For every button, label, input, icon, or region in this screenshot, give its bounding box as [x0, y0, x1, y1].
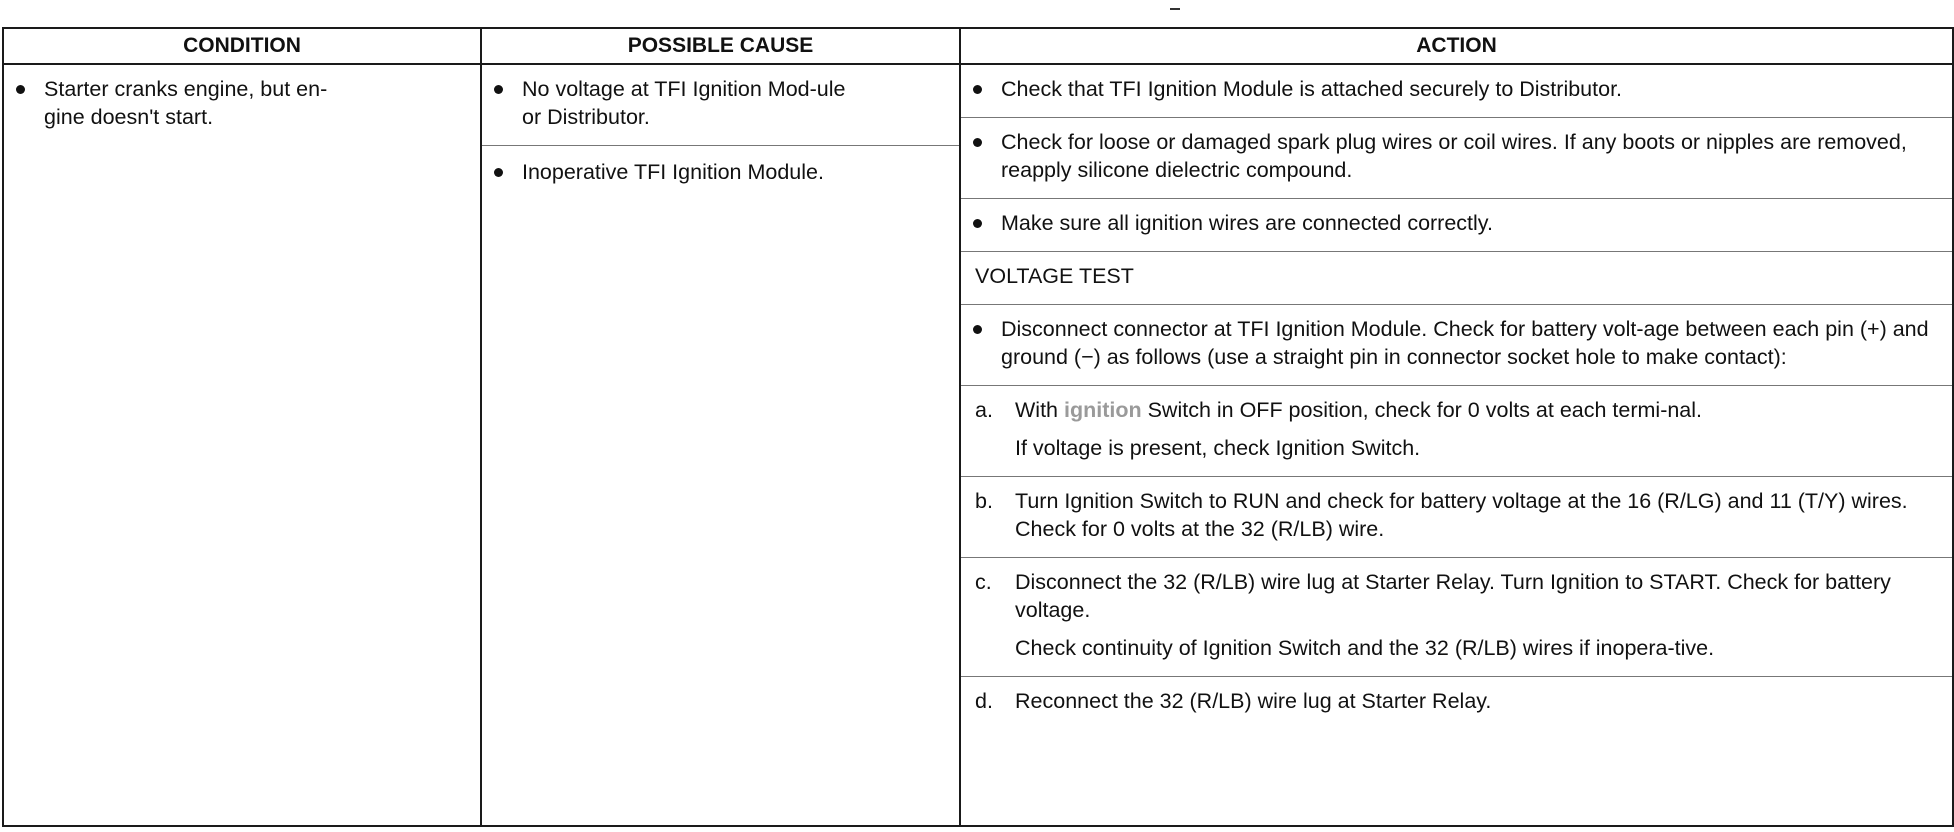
possible-cause-header: POSSIBLE CAUSE: [481, 28, 960, 64]
cause-item-no-voltage: No voltage at TFI Ignition Mod-ule or Distributor.: [482, 75, 862, 131]
diagnosis-table: [2, 27, 1954, 827]
step-d: [975, 687, 1938, 715]
table-row: [3, 64, 1953, 826]
step-a-faint-word: ignition: [1063, 398, 1142, 422]
step-a: [975, 396, 1938, 424]
step-c-label: c.: [975, 570, 992, 594]
voltage-test-heading: VOLTAGE TEST: [975, 264, 1134, 288]
step-d-text: Reconnect the 32 (R/LB) wire lug at Starter Relay.: [1015, 689, 1492, 713]
step-d-label: d.: [975, 689, 993, 713]
action-cell: [960, 64, 1953, 826]
step-c: [975, 568, 1938, 624]
top-tick-mark: [1170, 8, 1180, 10]
step-a-label: a.: [975, 398, 993, 422]
possible-cause-cell: [481, 64, 960, 826]
step-b-text: Turn Ignition Switch to RUN and check for battery voltage at the 16 (R/LG) and 11 (T/Y) wires. Check for 0 volts at the 32 (R/LB) wire.: [1015, 489, 1908, 541]
action-header: ACTION: [960, 28, 1953, 64]
action-check-module-attached: Check that TFI Ignition Module is attached securely to Distributor.: [961, 75, 1938, 103]
step-c-text: Disconnect the 32 (R/LB) wire lug at Starter Relay. Turn Ignition to START. Check for battery voltage.: [1015, 570, 1891, 622]
condition-cell: [3, 64, 481, 826]
condition-header: CONDITION: [3, 28, 481, 64]
cause-item-inoperative-module: Inoperative TFI Ignition Module.: [482, 158, 922, 186]
action-disconnect-connector: Disconnect connector at TFI Ignition Module. Check for battery volt-age between each pin (+) and ground (−) as follows (use a straight pin in connector socket hole to make contact):: [961, 315, 1938, 371]
action-check-plug-wires: Check for loose or damaged spark plug wires or coil wires. If any boots or nipples are removed, reapply silicone dielectric compound.: [961, 128, 1938, 184]
step-a-text-pre: With: [1015, 398, 1064, 422]
step-b-label: b.: [975, 489, 993, 513]
step-a-text-post: Switch in OFF position, check for 0 volts at each termi-nal.: [1141, 398, 1703, 422]
header-row: [3, 28, 1953, 64]
step-c-note: Check continuity of Ignition Switch and the 32 (R/LB) wires if inopera-tive.: [1015, 636, 1715, 660]
step-b: [975, 487, 1938, 543]
action-check-wire-connections: Make sure all ignition wires are connected correctly.: [961, 209, 1938, 237]
condition-item: Starter cranks engine, but en-gine doesn't start.: [4, 75, 364, 131]
step-a-note: If voltage is present, check Ignition Switch.: [1015, 436, 1421, 460]
